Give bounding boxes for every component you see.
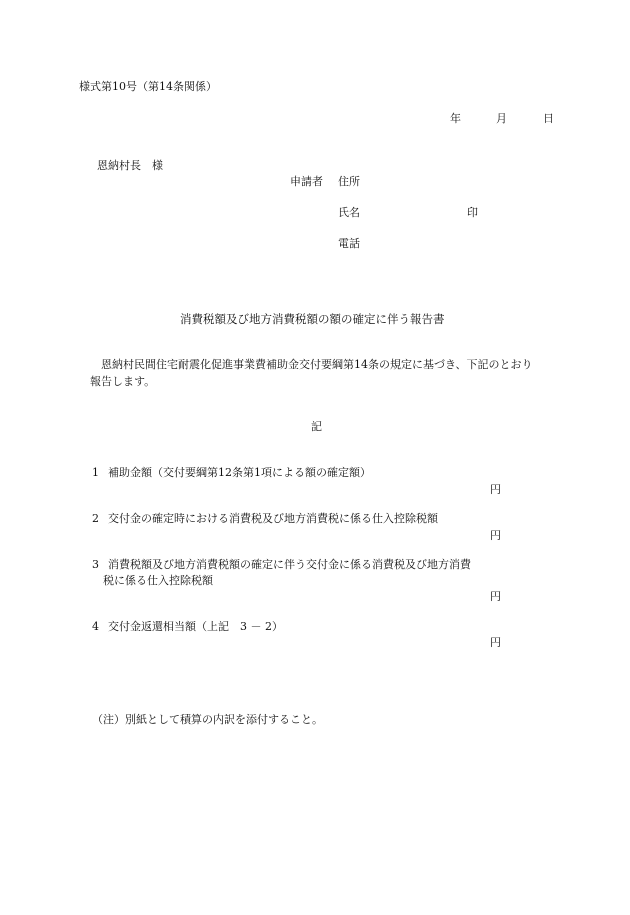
item-text: 交付金返還相当額（上記 3 － 2） xyxy=(108,620,283,633)
item-unit: 円 xyxy=(490,529,501,542)
item-number: 1 xyxy=(92,466,99,479)
item-text: 消費税額及び地方消費税額の確定に伴う交付金に係る消費税及び地方消費 xyxy=(108,558,471,571)
item-text-continued: 税に係る仕入控除税額 xyxy=(103,574,213,587)
item-unit: 円 xyxy=(490,590,501,603)
item-unit: 円 xyxy=(490,636,501,649)
address-label: 住所 xyxy=(338,175,360,188)
item-number: 4 xyxy=(92,620,99,633)
date-year-label: 年 xyxy=(450,112,461,125)
phone-label: 電話 xyxy=(338,237,360,250)
date-month-label: 月 xyxy=(496,112,507,125)
form-number: 様式第10号（第14条関係） xyxy=(79,80,217,93)
name-label: 氏名 xyxy=(338,206,360,219)
note: （注）別紙として積算の内訳を添付すること。 xyxy=(92,713,323,726)
intro-line-1: 恩納村民間住宅耐震化促進事業費補助金交付要綱第14条の規定に基づき、下記のとおり xyxy=(101,358,533,371)
intro-line-2: 報告します。 xyxy=(90,375,156,388)
date-day-label: 日 xyxy=(543,112,554,125)
item-unit: 円 xyxy=(490,483,501,496)
item-text: 補助金額（交付要綱第12条第1項による額の確定額） xyxy=(108,466,371,479)
document-title: 消費税額及び地方消費税額の額の確定に伴う報告書 xyxy=(180,312,445,326)
item-text: 交付金の確定時における消費税及び地方消費税に係る仕入控除税額 xyxy=(108,512,438,525)
seal-mark: 印 xyxy=(467,206,478,219)
item-number: 3 xyxy=(92,558,99,571)
applicant-label: 申請者 xyxy=(290,175,323,188)
ki-marker: 記 xyxy=(311,420,322,433)
item-number: 2 xyxy=(92,512,99,525)
addressee: 恩納村長 様 xyxy=(97,159,163,172)
